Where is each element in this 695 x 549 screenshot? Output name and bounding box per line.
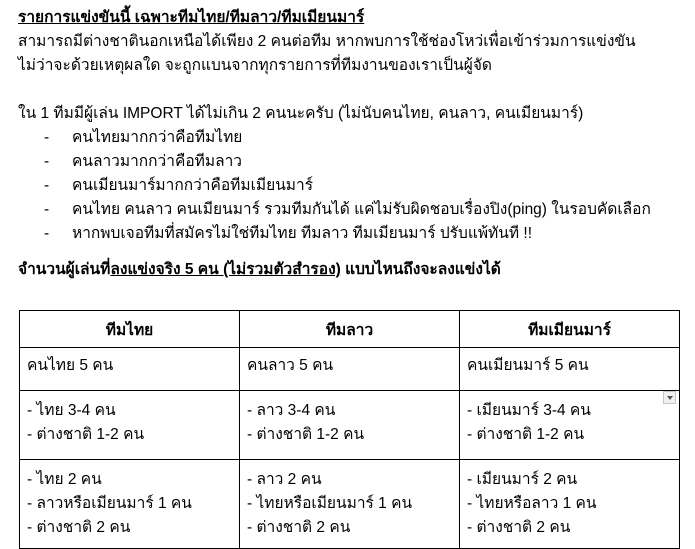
- cell-line: - ต่างชาติ 1-2 คน: [467, 426, 585, 443]
- table-cell[interactable]: [20, 460, 240, 549]
- spacer: [18, 78, 688, 102]
- rule-item: - คนเมียนมาร์มากกว่าคือทีมเมียนมาร์: [44, 174, 688, 198]
- column-header-lao: ทีมลาว: [240, 311, 460, 348]
- import-rule: ใน 1 ทีมมีผู้เล่น IMPORT ได้ไม่เกิน 2 คนนะครับ (ไม่นับคนไทย, คนลาว, คนเมียนมาร์): [18, 105, 584, 122]
- cell-line: - ไทยหรือเมียนมาร์ 1 คน: [247, 495, 413, 512]
- column-header-thai: ทีมไทย: [20, 311, 240, 348]
- rule-item: - คนไทยมากกว่าคือทีมไทย: [44, 126, 688, 150]
- cell-line: - ต่างชาติ 1-2 คน: [27, 426, 145, 443]
- cell-line: - ต่างชาติ 1-2 คน: [247, 426, 365, 443]
- cell-line: - ต่างชาติ 2 คน: [467, 519, 571, 536]
- cell-line: - ลาวหรือเมียนมาร์ 1 คน: [27, 495, 192, 512]
- cell-line: - ลาว 3-4 คน: [247, 402, 336, 419]
- rule-item: - คนลาวมากกว่าคือทีมลาว: [44, 150, 688, 174]
- document-body: [18, 6, 688, 282]
- table-cell[interactable]: [460, 348, 680, 391]
- column-header-myanmar: ทีมเมียนมาร์: [460, 311, 680, 348]
- cell-line: - ไทย 3-4 คน: [27, 402, 116, 419]
- table-cell[interactable]: [460, 391, 680, 460]
- table-cell[interactable]: [460, 460, 680, 549]
- table-cell[interactable]: [240, 348, 460, 391]
- table-cell[interactable]: [240, 391, 460, 460]
- table-row: [20, 391, 680, 460]
- table-title: [18, 258, 688, 282]
- rule-item: - หากพบเจอทีมที่สมัครไม่ใช่ทีมไทย ทีมลาว ทีมเมียนมาร์ ปรับแพ้ทันที !!: [44, 222, 688, 246]
- cell-line: คนลาว 5 คน: [247, 357, 334, 374]
- team-composition-table: [19, 310, 680, 549]
- intro-line-1: สามารถมีต่างชาตินอกเหนือได้เพียง 2 คนต่อทีม หากพบการใช้ช่องโหว่เพื่อเข้าร่วมการแข่งขัน: [18, 33, 636, 50]
- cell-line: - เมียนมาร์ 2 คน: [467, 471, 578, 488]
- rules-list: [18, 126, 688, 246]
- cell-line: คนเมียนมาร์ 5 คน: [467, 357, 589, 374]
- cell-line: - ไทย 2 คน: [27, 471, 102, 488]
- table-row: [20, 348, 680, 391]
- table-row: [20, 460, 680, 549]
- cell-line: - ไทยหรือลาว 1 คน: [467, 495, 597, 512]
- table-cell[interactable]: [20, 348, 240, 391]
- intro-line-2: ไม่ว่าจะด้วยเหตุผลใด จะถูกแบนจากทุกรายการที่ทีมงานของเราเป็นผู้จัด: [18, 57, 492, 74]
- dropdown-arrow-icon[interactable]: [663, 391, 676, 404]
- cell-line: - ต่างชาติ 2 คน: [247, 519, 351, 536]
- cell-line: - ลาว 2 คน: [247, 471, 322, 488]
- cell-line: - ต่างชาติ 2 คน: [27, 519, 131, 536]
- rule-item: - คนไทย คนลาว คนเมียนมาร์ รวมทีมกันได้ แค่ไม่รับผิดชอบเรื่องปิง(ping) ในรอบคัดเลือก: [44, 198, 688, 222]
- page-heading: รายการแข่งขันนี้ เฉพาะทีมไทย/ทีมลาว/ทีมเมียนมาร์: [18, 9, 365, 26]
- table-title-part1: จำนวนผู้เล่นที่: [18, 261, 111, 278]
- table-cell[interactable]: [240, 460, 460, 549]
- table-cell[interactable]: [20, 391, 240, 460]
- cell-line: คนไทย 5 คน: [27, 357, 114, 374]
- table-title-underlined: ลงแข่งจริง 5 คน (ไม่รวมตัวสำรอง): [110, 261, 341, 278]
- table-title-part3: แบบไหนถึงจะลงแข่งได้: [340, 261, 501, 278]
- cell-line: - เมียนมาร์ 3-4 คน: [467, 402, 591, 419]
